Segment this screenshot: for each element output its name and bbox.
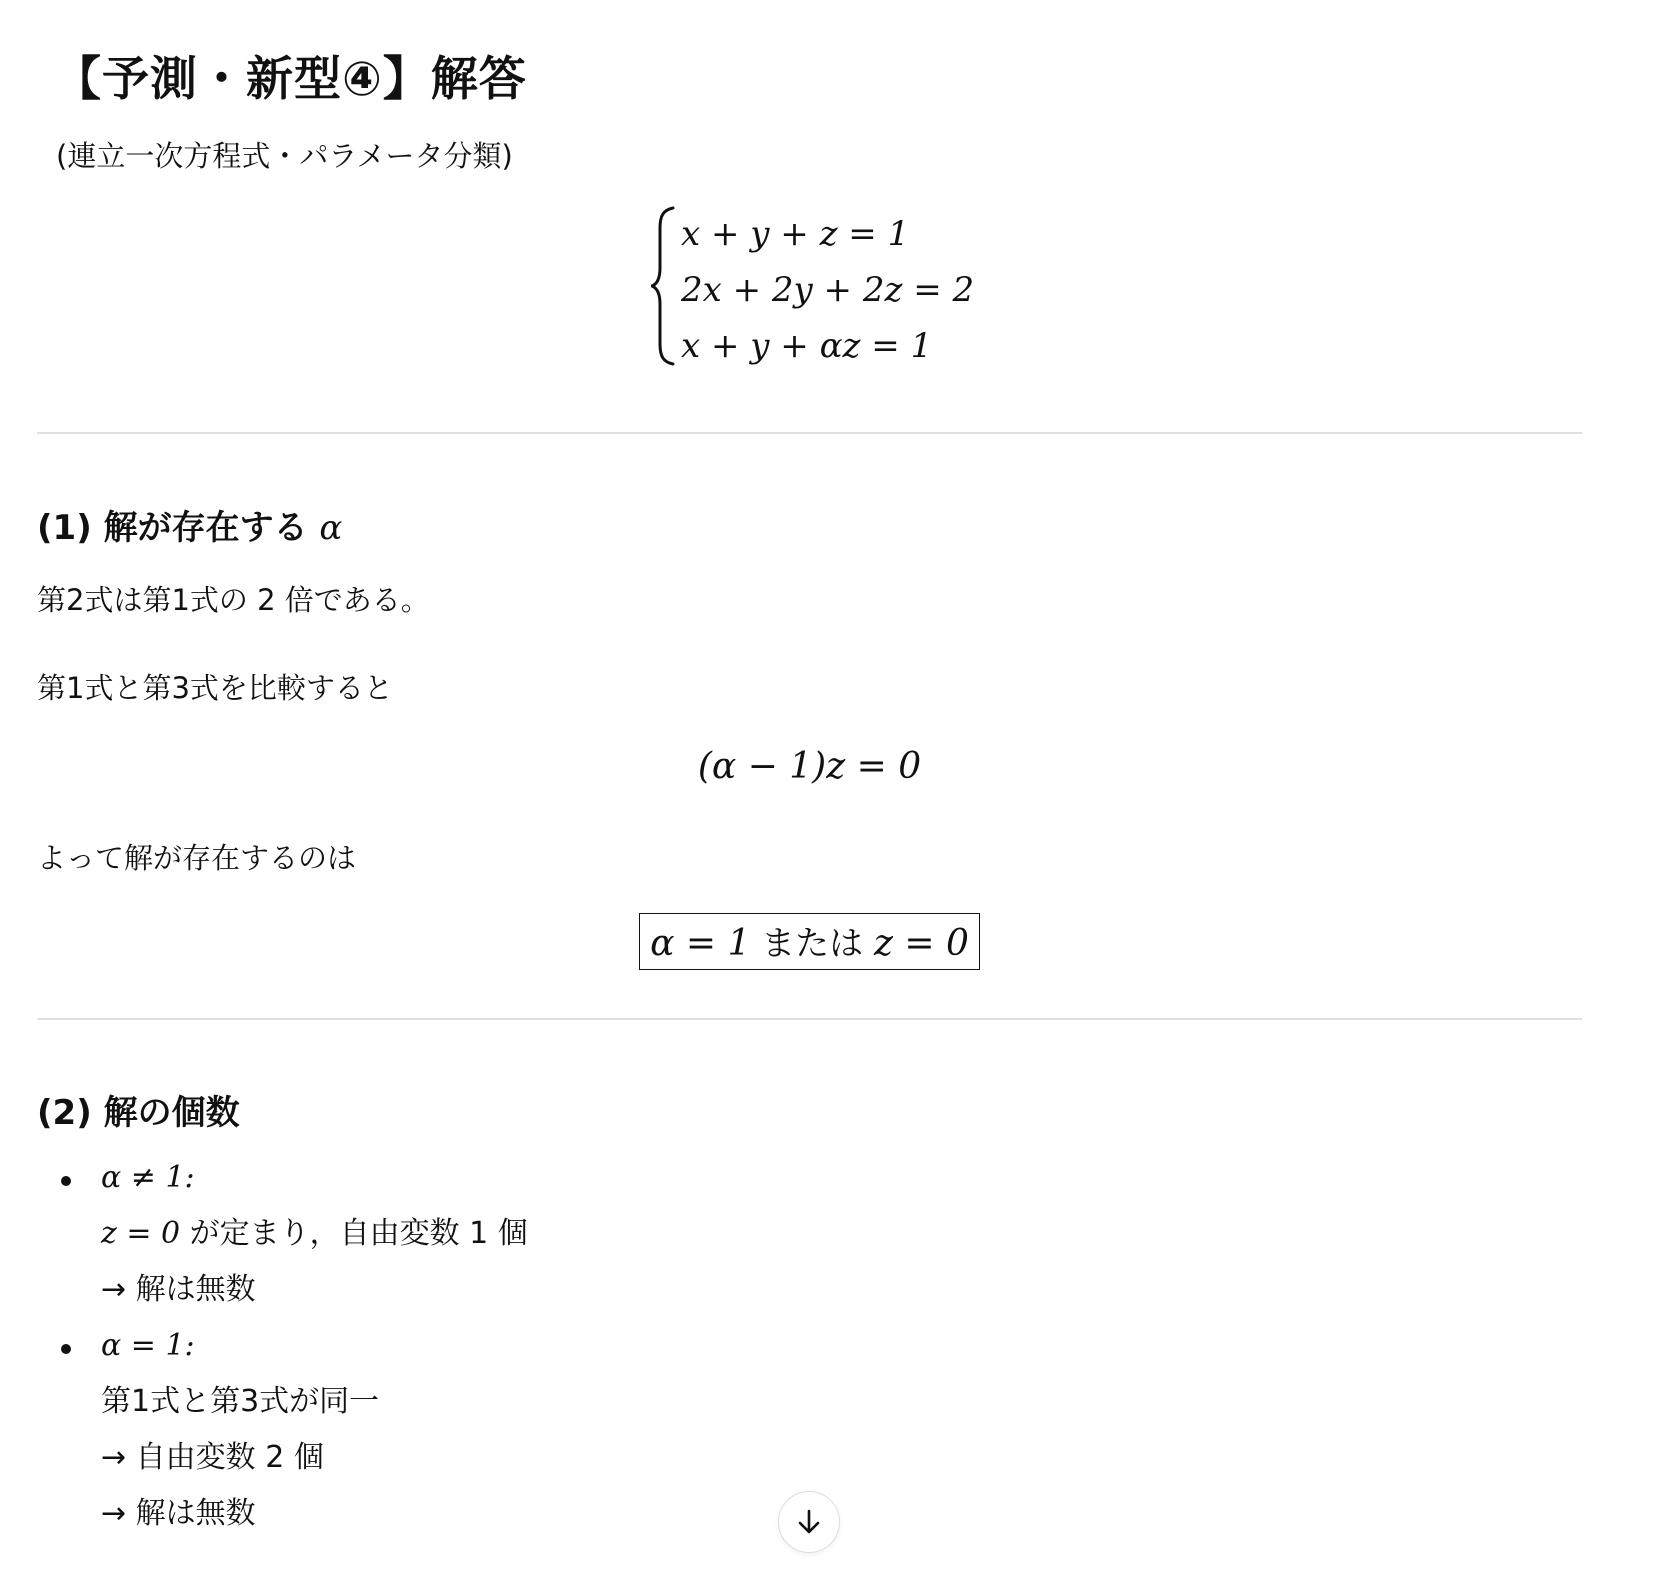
section1-equation: (α − 1)z = 0 (697, 746, 922, 787)
boxed-answer (639, 913, 980, 970)
answer-right-math: z = 0 (873, 923, 969, 964)
section-divider (37, 432, 1582, 434)
section1-heading (37, 500, 342, 549)
list-item (37, 1150, 528, 1318)
case-conclusion: → 解は無数 (101, 1272, 256, 1307)
page-subtitle: (連立一次方程式・パラメータ分類) (56, 139, 513, 173)
section-divider (37, 1018, 1582, 1020)
section2-heading: (2) 解の個数 (37, 1093, 240, 1133)
system-equation-2: 2x + 2y + 2z = 2 (681, 270, 975, 310)
system-equation-3: x + y + αz = 1 (681, 326, 933, 366)
case-list (37, 1150, 528, 1542)
left-brace-icon (651, 206, 677, 366)
section1-paragraph-1: 第2式は第1式の 2 倍である。 (37, 583, 430, 617)
case-detail: → 自由変数 2 個 (101, 1440, 324, 1475)
page-title: 【予測・新型④】解答 (54, 52, 527, 107)
answer-left-math: α = 1 (650, 923, 751, 964)
bullet-icon (61, 1176, 71, 1186)
case-detail: 第1式と第3式が同一 (101, 1384, 380, 1419)
section1-heading-math: α (319, 508, 343, 548)
case-detail (101, 1206, 528, 1262)
arrow-down-icon (794, 1507, 824, 1537)
case-conclusion: → 解は無数 (101, 1496, 256, 1531)
bullet-icon (61, 1344, 71, 1354)
section1-paragraph-2: 第1式と第3式を比較すると (37, 671, 393, 705)
section1-heading-text: (1) 解が存在する (37, 508, 308, 548)
section1-answer-row (37, 913, 1582, 970)
case-condition: α ≠ 1: (101, 1160, 195, 1195)
answer-connector: または (750, 924, 874, 964)
system-equation-1: x + y + z = 1 (681, 214, 910, 254)
case-detail-math: z = 0 (101, 1216, 181, 1251)
scroll-to-bottom-button[interactable] (778, 1491, 840, 1553)
list-item (37, 1318, 528, 1542)
section1-paragraph-3: よって解が存在するのは (37, 841, 357, 875)
case-detail-text: が定まり，自由変数 1 個 (180, 1216, 528, 1251)
case-condition: α = 1: (101, 1328, 195, 1363)
